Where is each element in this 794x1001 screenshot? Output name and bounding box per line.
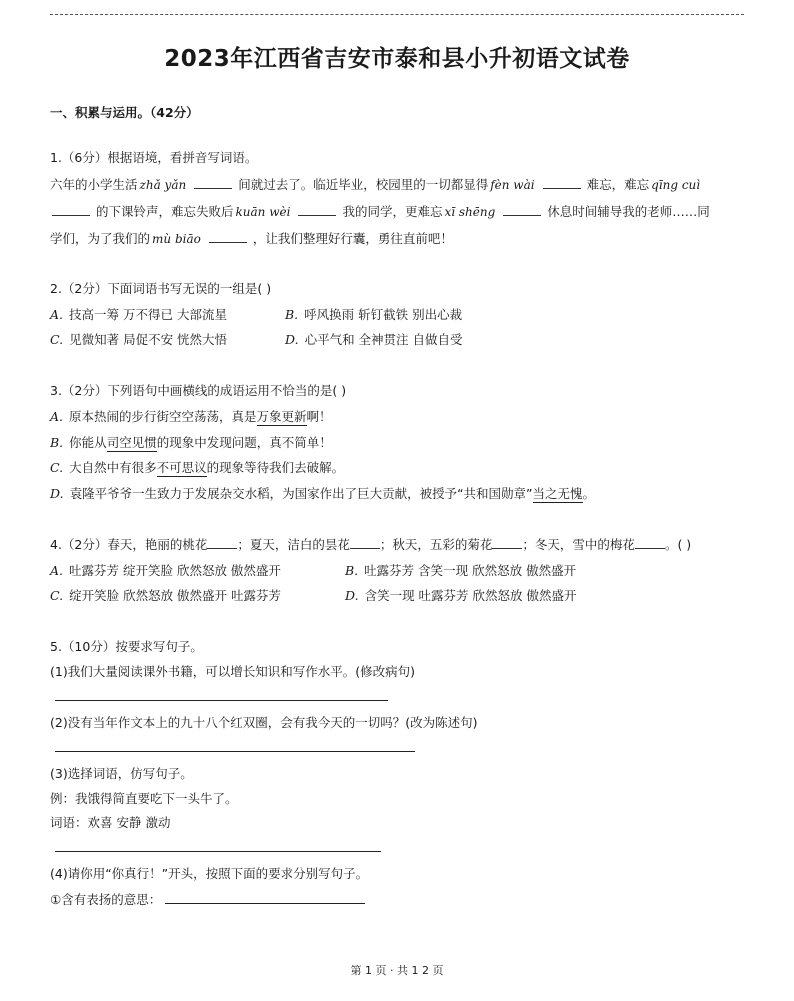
answer-blank[interactable] — [503, 203, 541, 216]
q1-line-2 — [50, 202, 710, 220]
answer-blank[interactable] — [52, 203, 90, 216]
option-letter: A. — [50, 409, 64, 424]
text: 的现象等待我们去破解。 — [206, 460, 345, 475]
underlined-idiom: 司空见惯 — [106, 435, 157, 450]
option-c[interactable] — [50, 458, 344, 476]
text: 间就过去了。临近毕业，校园里的一切都显得 — [238, 177, 489, 192]
option-b[interactable] — [345, 561, 576, 579]
pinyin: kuān wèi — [235, 205, 291, 219]
text: 啊！ — [306, 409, 332, 424]
text: ①含有表扬的意思： — [50, 892, 162, 907]
underlined-idiom: 万象更新 — [256, 409, 307, 424]
q5-word-list: 词语：欢喜 安静 激动 — [50, 815, 171, 830]
answer-line[interactable] — [55, 851, 381, 852]
q5-subquestion-1: (1)我们大量阅读课外书籍，可以增长知识和写作水平。(修改病句) — [50, 664, 415, 679]
option-letter: B. — [345, 563, 359, 578]
option-a[interactable] — [50, 561, 281, 579]
text: ；夏天，洁白的昙花 — [237, 537, 350, 552]
answer-blank[interactable] — [492, 537, 522, 549]
text: 的现象中发现问题，真不简单！ — [156, 435, 332, 450]
option-b[interactable] — [285, 305, 462, 323]
text: 你能从 — [69, 435, 107, 450]
underlined-idiom: 当之无愧 — [532, 486, 583, 501]
option-b[interactable] — [50, 433, 332, 451]
q3-heading: 3.（2分）下列语句中画横线的成语运用不恰当的是( ) — [50, 383, 347, 398]
answer-blank[interactable] — [207, 537, 237, 549]
answer-blank[interactable] — [350, 537, 380, 549]
text: ，让我们整理好行囊，勇往直前吧！ — [252, 231, 453, 246]
option-text: 吐露芬芳 含笑一现 欣然怒放 傲然盛开 — [364, 563, 577, 578]
option-letter: D. — [345, 588, 359, 603]
option-c[interactable] — [50, 586, 281, 604]
option-text: 吐露芬芳 绽开笑脸 欣然怒放 傲然盛开 — [69, 563, 281, 578]
q5-subquestion-3: (3)选择词语，仿写句子。 — [50, 766, 193, 781]
answer-line[interactable] — [165, 891, 365, 904]
option-letter: D. — [50, 486, 64, 501]
text: 。 — [582, 486, 596, 501]
text: 原本热闹的步行街空空荡荡，真是 — [69, 409, 257, 424]
answer-blank[interactable] — [298, 203, 336, 216]
answer-line[interactable] — [55, 700, 388, 701]
text: 。( ) — [664, 537, 692, 552]
text: 袁隆平爷爷一生致力于发展杂交水稻，为国家作出了巨大贡献，被授予“共和国勋章” — [69, 486, 533, 501]
q5-subquestion-4a — [50, 890, 365, 908]
option-letter: D. — [285, 332, 299, 347]
option-text: 技高一筹 万不得已 大部流星 — [69, 307, 227, 322]
text: 4.（2分）春天，艳丽的桃花 — [50, 537, 208, 552]
pinyin: fèn wài — [490, 178, 535, 192]
option-a[interactable] — [50, 305, 227, 323]
page-footer: 第 1 页 · 共 1 2 页 — [350, 964, 444, 977]
option-d[interactable] — [50, 484, 595, 502]
option-d[interactable] — [285, 330, 463, 348]
pinyin: zhǎ yǎn — [139, 178, 187, 192]
option-letter: C. — [50, 588, 64, 603]
answer-line[interactable] — [55, 751, 415, 752]
q5-subquestion-4: (4)请你用“你真行！”开头，按照下面的要求分别写句子。 — [50, 866, 369, 881]
option-letter: B. — [285, 307, 299, 322]
q1-line-1 — [50, 175, 702, 193]
section-heading: 一、积累与运用。（42分） — [50, 105, 199, 120]
q1-heading: 1.（6分）根据语境，看拼音写词语。 — [50, 150, 258, 165]
text: 我的同学，更难忘 — [342, 204, 443, 219]
q1-line-3 — [50, 229, 453, 247]
text: ；冬天，雪中的梅花 — [522, 537, 635, 552]
answer-blank[interactable] — [194, 176, 232, 189]
answer-blank[interactable] — [209, 230, 247, 243]
option-text: 见微知著 局促不安 恍然大悟 — [69, 332, 228, 347]
text: 休息时间辅导我的老师……同 — [547, 204, 710, 219]
option-text: 含笑一现 吐露芬芳 欣然怒放 傲然盛开 — [364, 588, 577, 603]
q5-heading: 5.（10分）按要求写句子。 — [50, 639, 203, 654]
q5-example: 例：我饿得简直要吃下一头牛了。 — [50, 791, 238, 806]
option-letter: A. — [50, 563, 64, 578]
page-title: 2023年江西省吉安市泰和县小升初语文试卷 — [164, 46, 630, 72]
text: ；秋天，五彩的菊花 — [379, 537, 493, 552]
q2-options-row-2 — [50, 330, 610, 348]
text: 难忘，难忘 — [586, 177, 650, 192]
q5-subquestion-2: (2)没有当年作文本上的九十八个红双圈，会有我今天的一切吗？(改为陈述句) — [50, 715, 478, 730]
text: 大自然中有很多 — [69, 460, 157, 475]
answer-blank[interactable] — [543, 176, 581, 189]
q4-options-row-2 — [50, 586, 650, 604]
option-letter: C. — [50, 460, 64, 475]
q4-options-row-1 — [50, 561, 650, 579]
top-dashed-divider — [50, 14, 744, 15]
pinyin: xī shēng — [444, 205, 496, 219]
underlined-idiom: 不可思议 — [156, 460, 207, 475]
q4-heading — [50, 535, 691, 553]
answer-blank[interactable] — [635, 537, 665, 549]
option-text: 呼风换雨 斩钉截铁 别出心裁 — [304, 307, 463, 322]
option-letter: A. — [50, 307, 64, 322]
text: 六年的小学生活 — [50, 177, 138, 192]
option-letter: B. — [50, 435, 64, 450]
option-text: 心平气和 全神贯注 自做自受 — [304, 332, 463, 347]
option-c[interactable] — [50, 330, 227, 348]
q2-options-row-1 — [50, 305, 610, 323]
pinyin: mù biāo — [152, 232, 201, 246]
q2-heading: 2.（2分）下面词语书写无误的一组是( ) — [50, 281, 272, 296]
option-text: 绽开笑脸 欣然怒放 傲然盛开 吐露芬芳 — [69, 588, 282, 603]
text: 学们，为了我们的 — [50, 231, 151, 246]
pinyin: qīng cuì — [651, 178, 701, 192]
option-a[interactable] — [50, 407, 332, 425]
option-letter: C. — [50, 332, 64, 347]
text: 的下课铃声，难忘失败后 — [96, 204, 234, 219]
option-d[interactable] — [345, 586, 576, 604]
